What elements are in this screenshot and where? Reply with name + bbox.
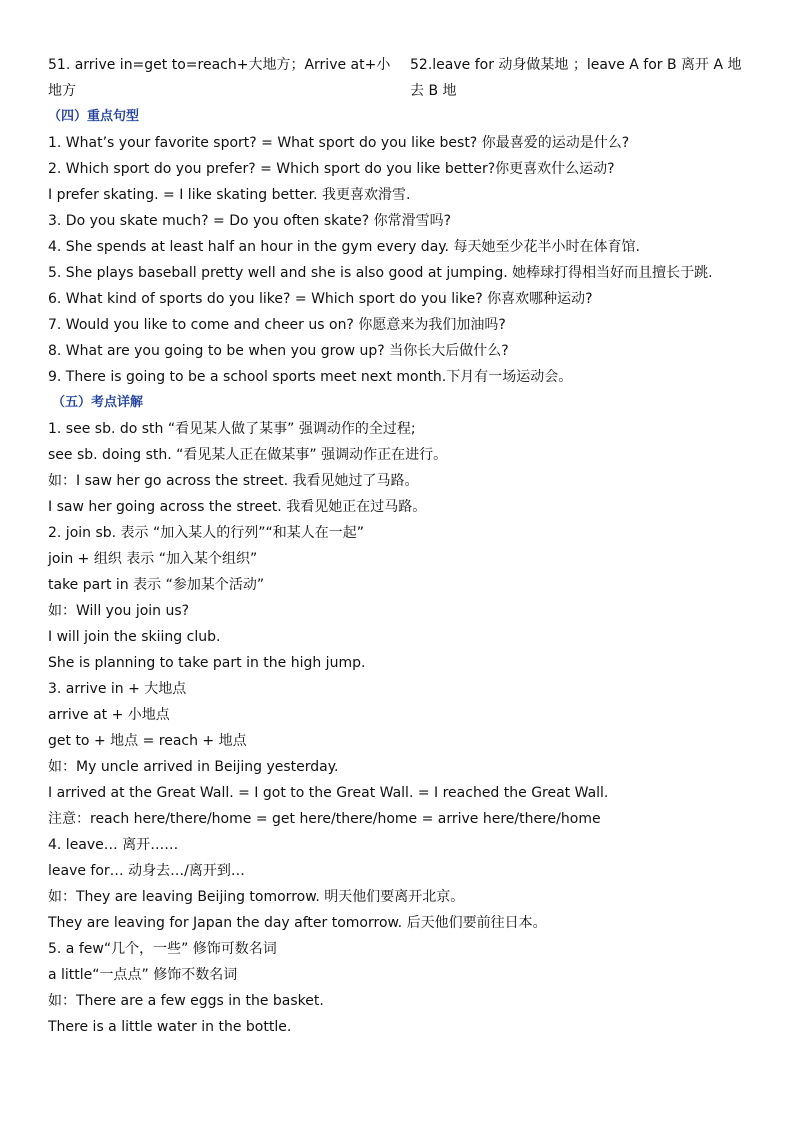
point-line: They are leaving for Japan the day after tomorrow. 后天他们要前往日本。 xyxy=(48,915,547,931)
point-line: There is a little water in the bottle. xyxy=(48,1019,292,1035)
sentence-2-example: I prefer skating. = I like skating better. 我更喜欢滑雪. xyxy=(48,187,411,203)
point-line: take part in 表示 “参加某个活动” xyxy=(48,577,265,593)
point-line: 如：They are leaving Beijing tomorrow. 明天他们要离开北京。 xyxy=(48,889,465,905)
point-line: I saw her going across the street. 我看见她正在过马路。 xyxy=(48,499,427,515)
document-content xyxy=(48,52,748,1040)
point-line: join + 组织 表示 “加入某个组织” xyxy=(48,551,258,567)
point-line: She is planning to take part in the high jump. xyxy=(48,655,366,671)
sentence-6: 6. What kind of sports do you like? = Which sport do you like? 你喜欢哪种运动? xyxy=(48,291,593,307)
sentence-5: 5. She plays baseball pretty well and she is also good at jumping. 她棒球打得相当好而且擅长于跳. xyxy=(48,265,713,281)
point-line: 注意：reach here/there/home = get here/there/home = arrive here/there/home xyxy=(48,811,601,827)
sentence-2: 2. Which sport do you prefer? = Which sport do you like better?你更喜欢什么运动? xyxy=(48,161,615,177)
point-line: 3. arrive in + 大地点 xyxy=(48,681,187,697)
sentence-3: 3. Do you skate much? = Do you often skate? 你常滑雪吗? xyxy=(48,213,451,229)
sentence-1: 1. What’s your favorite sport? = What sport do you like best? 你最喜爱的运动是什么? xyxy=(48,135,630,151)
point-line: leave for… 动身去…/离开到… xyxy=(48,863,245,879)
point-line: 2. join sb. 表示 “加入某人的行列”“和某人在一起” xyxy=(48,525,365,541)
sentence-9: 9. There is going to be a school sports meet next month.下月有一场运动会。 xyxy=(48,369,573,385)
item-52: 52.leave for 动身做某地 ；leave A for B 离开 A 地去 B 地 xyxy=(410,57,742,99)
point-line: 如：I saw her go across the street. 我看见她过了马路。 xyxy=(48,473,419,489)
point-line: a little“一点点” 修饰不数名词 xyxy=(48,967,238,983)
point-line: 如：My uncle arrived in Beijing yesterday. xyxy=(48,759,339,775)
point-line: arrive at + 小地点 xyxy=(48,707,170,723)
section-heading-5: （五）考点详解 xyxy=(52,395,144,410)
point-line: see sb. doing sth. “看见某人正在做某事” 强调动作正在进行。 xyxy=(48,447,448,463)
two-column-row xyxy=(48,52,748,104)
point-line: get to + 地点 = reach + 地点 xyxy=(48,733,247,749)
point-line: 5. a few“几个，一些” 修饰可数名词 xyxy=(48,941,277,957)
item-51: 51. arrive in=get to=reach+大地方；Arrive at+小地方 xyxy=(48,57,391,99)
point-line: 如：There are a few eggs in the basket. xyxy=(48,993,324,1009)
sentence-8: 8. What are you going to be when you grow up? 当你长大后做什么? xyxy=(48,343,509,359)
section-heading-4: （四）重点句型 xyxy=(48,109,140,124)
sentence-4: 4. She spends at least half an hour in the gym every day. 每天她至少花半小时在体育馆. xyxy=(48,239,640,255)
sentence-7: 7. Would you like to come and cheer us on? 你愿意来为我们加油吗? xyxy=(48,317,506,333)
point-line: 1. see sb. do sth “看见某人做了某事” 强调动作的全过程; xyxy=(48,421,416,437)
point-line: 4. leave… 离开…… xyxy=(48,837,179,853)
point-line: I arrived at the Great Wall. = I got to the Great Wall. = I reached the Great Wall. xyxy=(48,785,609,801)
point-line: I will join the skiing club. xyxy=(48,629,221,645)
point-line: 如：Will you join us? xyxy=(48,603,190,619)
